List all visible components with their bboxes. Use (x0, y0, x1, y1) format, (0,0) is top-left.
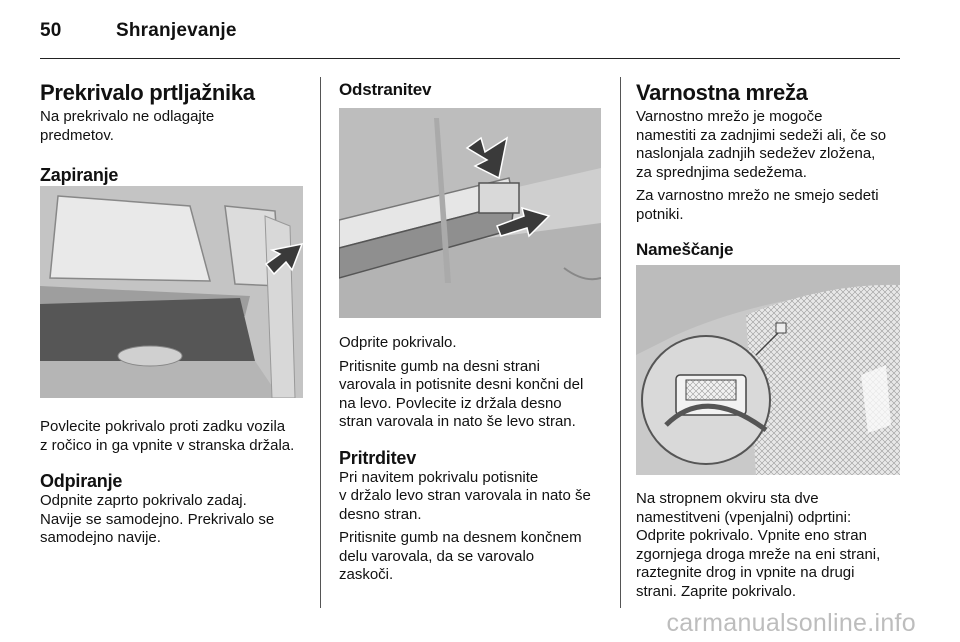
closing-text-2: z ročico in ga vpnite v stranska držala. (40, 436, 295, 454)
net-text-6: potniki. (636, 205, 684, 223)
column-1-lower (40, 418, 310, 548)
removal-text-1: Pritisnite gumb na desni strani (339, 357, 540, 375)
subheading-attachment: Pritrditev (339, 447, 417, 468)
section-heading-luggage-cover: Prekrivalo prtljažnika (40, 80, 255, 105)
subheading-opening: Odpiranje (40, 471, 123, 491)
column-2 (339, 80, 609, 100)
opening-text-2: Navije se samodejno. Prekrivalo se (40, 510, 275, 528)
subheading-installation: Nameščanje (636, 240, 734, 259)
page-number: 50 (40, 20, 62, 41)
section-heading-safety-net: Varnostna mreža (636, 80, 808, 105)
attachment-text-5: delu varovala, da se varovalo (339, 547, 535, 565)
attachment-text-3: desno stran. (339, 505, 422, 523)
illustration-closing (40, 186, 303, 398)
page-header (40, 20, 237, 42)
install-text-4: zgornjega droga mreže na eni strani, (636, 545, 881, 563)
install-text-2: namestitveni (vpenjalni) odprtini: (636, 508, 852, 526)
column-3-lower (636, 490, 906, 601)
net-text-1: Varnostno mrežo je mogoče (636, 108, 823, 125)
watermark: carmanualsonline.info (666, 609, 916, 637)
illustration-removal (339, 108, 601, 318)
removal-text-3: na levo. Povlecite iz držala desno (339, 394, 562, 412)
net-text-5: Za varnostno mrežo ne smejo sedeti (636, 187, 879, 204)
column-1 (40, 80, 310, 186)
install-text-6: strani. Zaprite pokrivalo. (636, 582, 797, 600)
attachment-text-1: Pri navitem pokrivalu potisnite (339, 468, 539, 486)
closing-text-1: Povlecite pokrivalo proti zadku vozila (40, 418, 286, 435)
attachment-text-2: v držalo levo stran varovala in nato še (339, 487, 591, 504)
attachment-text-6: zaskoči. (339, 566, 394, 583)
intro-line-2: predmetov. (40, 126, 114, 144)
column-divider-1 (320, 77, 321, 608)
attachment-text-4: Pritisnite gumb na desnem končnem (339, 529, 582, 546)
removal-text-4: stran varovala in nato še levo stran. (339, 413, 576, 430)
section-title: Shranjevanje (116, 20, 237, 41)
column-3 (636, 80, 906, 260)
install-text-3: Odprite pokrivalo. Vpnite eno stran (636, 527, 867, 544)
net-text-3: naslonjala zadnjih sedežev zložena, (636, 145, 876, 162)
net-text-2: namestiti za zadnjimi sedeži ali, če so (636, 126, 887, 144)
column-divider-2 (620, 77, 621, 608)
opening-text-1: Odpnite zaprto pokrivalo zadaj. (40, 492, 247, 509)
opening-text-3: samodejno navije. (40, 529, 161, 546)
subheading-closing: Zapiranje (40, 165, 119, 185)
removal-text-2: varovala in potisnite desni končni del (339, 376, 584, 393)
header-rule (40, 58, 900, 59)
column-2-lower (339, 334, 609, 585)
removal-step-1: Odprite pokrivalo. (339, 334, 457, 351)
intro-line-1: Na prekrivalo ne odlagajte (40, 108, 215, 125)
subheading-removal: Odstranitev (339, 80, 432, 99)
install-text-5: raztegnite drog in vpnite na drugi (636, 564, 855, 581)
illustration-installation (636, 265, 900, 475)
install-text-1: Na stropnem okviru sta dve (636, 490, 819, 507)
net-text-4: za sprednjima sedežema. (636, 163, 807, 181)
